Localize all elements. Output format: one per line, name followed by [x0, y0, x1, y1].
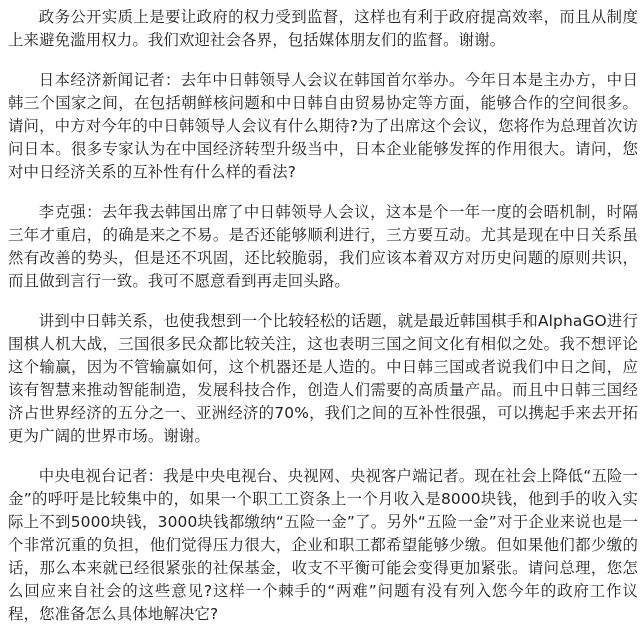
paragraph-transparency: 政务公开实质上是要让政府的权力受到监督，这样也有利于政府提高效率，而且从制度上来避免滥用权力。我们欢迎社会各界，包括媒体朋友们的监督。谢谢。 — [8, 8, 638, 49]
paragraph-li-keqiang-answer: 李克强：去年我去韩国出席了中日韩领导人会议，这本是个一年一度的会晤机制，时隔三年才重启，的确是来之不易。是否还能够顺利进行，三方要互动。尤其是现在中日关系虽然有改善的势头，但是还不巩固，还比较脆弱，我们应该本着双方对历史问题的原则共识，而且做到言行一致。我可不愿意看到再走回头路。 — [8, 203, 638, 290]
paragraph-nikkei-question: 日本经济新闻记者：去年中日韩领导人会议在韩国首尔举办。今年日本是主办方，中日韩三个国家之间，在包括朝鲜核问题和中日韩自由贸易协定等方面，能够合作的空间很多。请问，中方对今年的中日韩领导人会议有什么期待?为了出席这个会议，您将作为总理首次访问日本。很多专家认为在中国经济转型升级当中，日本企业能够发挥的作用很大。请问，您对中日经济关系的互补性有什么样的看法? — [8, 71, 638, 181]
paragraph-cctv-question: 中央电视台记者：我是中央电视台、央视网、央视客户端记者。现在社会上降低“五险一金”的呼吁是比较集中的，如果一个职工工资条上一个月收入是8000块钱，他到手的收入实际上不到5000块钱，3000块钱都缴纳“五险一金”了。另外“五险一金”对于企业来说也是一个非常沉重的负担，他们觉得压力很大，企业和职工都希望能够少缴。但如果他们都少缴的话，那么本来就已经很紧张的社保基金，收支不平衡可能会变得更加紧张。请问总理，您怎么回应来自社会的这些意见?这样一个棘手的“两难”问题有没有列入您今年的政府工作议程，您准备怎么具体地解决它? — [8, 467, 638, 623]
paragraph-alphago-remarks: 讲到中日韩关系，也使我想到一个比较轻松的话题，就是最近韩国棋手和AlphaGO进行围棋人机大战，三国很多民众都比较关注，这也表明三国之间文化有相似之处。我不想评论这个输赢，因为不管输赢如何，这个机器还是人造的。中日韩三国或者说我们中日之间，应该有智慧来推动智能制造，发展科技合作，创造人们需要的高质量产品。而且中日韩三国经济占世界经济的五分之一、亚洲经济的70%，我们之间的互补性很强，可以携起手来去开拓更为广阔的世界市场。谢谢。 — [8, 312, 638, 445]
